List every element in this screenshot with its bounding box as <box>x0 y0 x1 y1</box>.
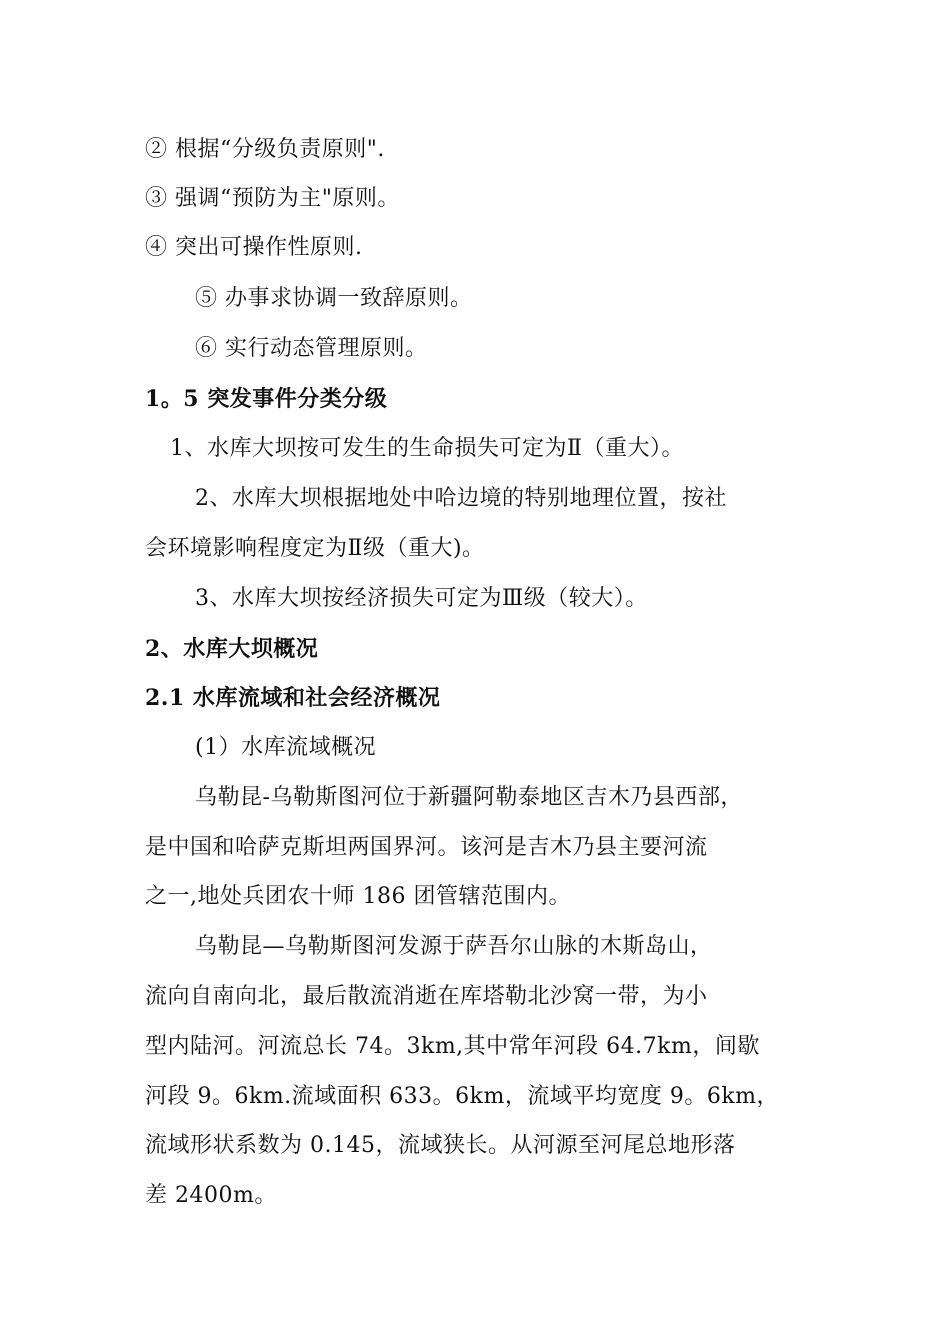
paragraph-1-line-3: 之一,地处兵团农十师 186 团管辖范围内。 <box>145 884 571 909</box>
section-heading-2-1: 2.1 水库流域和社会经济概况 <box>145 685 441 711</box>
paragraph-1-line-1: 乌勒昆-乌勒斯图河位于新疆阿勒泰地区吉木乃县西部， <box>195 785 743 810</box>
subsection-heading-1: (1）水库流域概况 <box>195 735 377 760</box>
principle-item-4: ④ 突出可操作性原则. <box>145 235 363 260</box>
paragraph-2-line-6: 差 2400m。 <box>145 1183 277 1208</box>
classification-item-2-continued: 会环境影响程度定为Ⅱ级（重大)。 <box>145 536 485 561</box>
classification-item-3: 3、水库大坝按经济损失可定为Ⅲ级（较大）。 <box>195 586 648 611</box>
paragraph-2-line-4: 河段 9。6km.流域面积 633。6km，流域平均宽度 9。6km， <box>145 1084 780 1109</box>
principle-item-2: ② 根据“分级负责原则". <box>145 137 385 162</box>
section-heading-1-5: 1。5 突发事件分类分级 <box>145 386 388 412</box>
paragraph-2-line-2: 流向自南向北，最后散流消逝在库塔勒北沙窝一带，为小 <box>145 984 708 1009</box>
section-heading-2: 2、水库大坝概况 <box>145 636 319 662</box>
paragraph-2-line-5: 流域形状系数为 0.145，流域狭长。从河源至河尾总地形落 <box>145 1133 736 1158</box>
paragraph-1-line-2: 是中国和哈萨克斯坦两国界河。该河是吉木乃县主要河流 <box>145 835 708 860</box>
principle-item-3: ③ 强调“预防为主"原则。 <box>145 186 400 211</box>
classification-item-2: 2、水库大坝根据地处中哈边境的特别地理位置，按社 <box>195 486 727 511</box>
paragraph-2-line-3: 型内陆河。河流总长 74。3km,其中常年河段 64.7km，间歇 <box>145 1034 760 1059</box>
principle-item-6: ⑥ 实行动态管理原则。 <box>195 336 428 361</box>
paragraph-2-line-1: 乌勒昆—乌勒斯图河发源于萨吾尔山脉的木斯岛山， <box>195 934 713 959</box>
classification-item-1: 1、水库大坝按可发生的生命损失可定为Ⅱ（重大）。 <box>170 436 684 461</box>
principle-item-5: ⑤ 办事求协调一致辞原则。 <box>195 286 473 311</box>
